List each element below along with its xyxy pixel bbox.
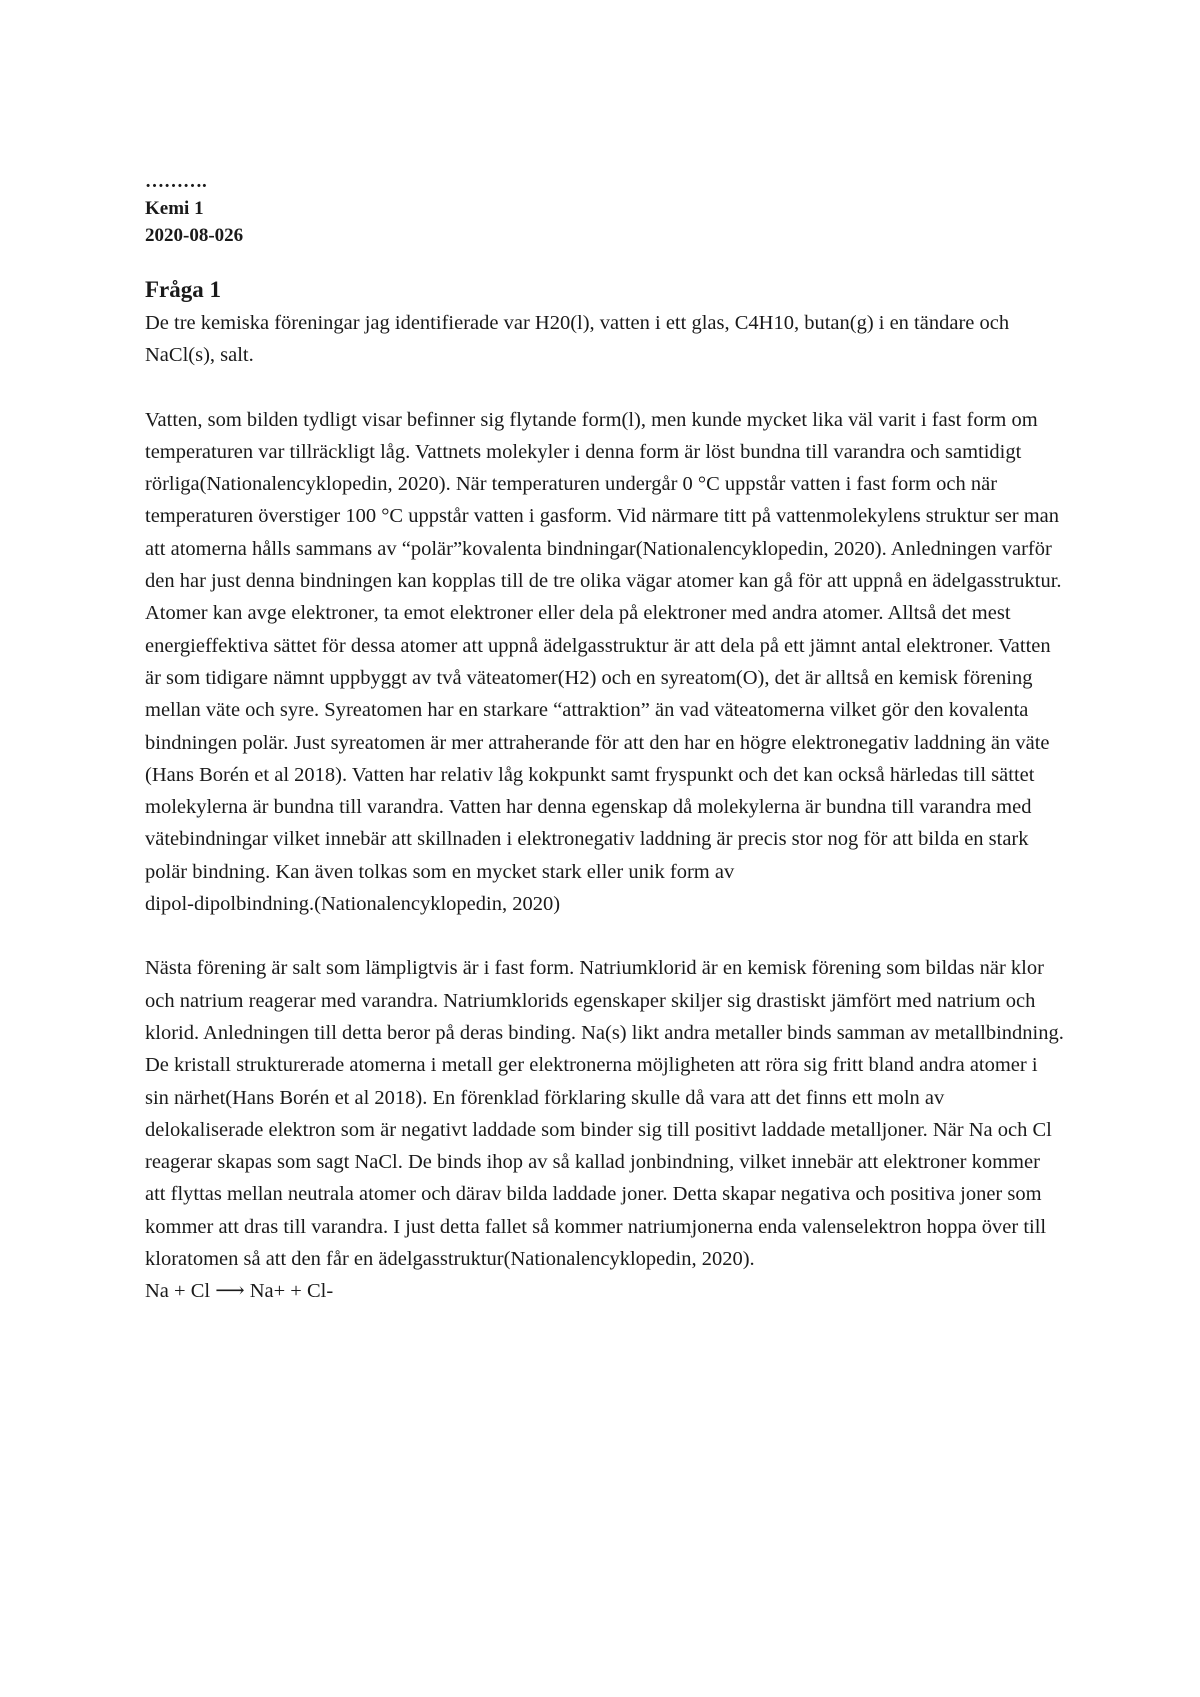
water-paragraph-text: Vatten, som bilden tydligt visar befinner sig flytande form(l), men kunde mycket lika väl varit i fast form om temperaturen var tillräckligt låg. Vattnets molekyler i denna form är löst bundna till varandra och samtidigt rörliga(Nationalencyklopedin, 2020). När temperaturen undergår 0 °C uppstår vatten i fast form och när temperaturen överstiger 100 °C uppstår vatten i gasform. Vid närmare titt på vattenmolekylens struktur ser man att atomerna hålls sammans av “polär”kovalenta bindningar(Nationalencyklopedin, 2020). Anledningen varför den har just denna bindningen kan kopplas till de tre olika vägar atomer kan gå för att uppnå en ädelgasstruktur. Atomer kan avge elektroner, ta emot elektroner eller dela på elektroner med andra atomer. Alltså det mest energieffektiva sättet för dessa atomer att uppnå ädelgasstruktur är att dela på ett jämnt antal elektroner. Vatten är som tidigare nämnt uppbyggt av två väteatomer(H2) och en syreatom(O), det är alltså en kemisk förening mellan väte och syre. Syreatomen har en starkare “attraktion” än vad väteatomerna vilket gör den kovalenta bindningen polär. Just syreatomen är mer attraherande för att den har en högre elektronegativ laddning än väte (Hans Borén et al 2018). Vatten har relativ låg kokpunkt samt fryspunkt och det kan också härledas till sättet molekylerna är bundna till varandra. Vatten har denna egenskap då molekylerna är bundna till varandra med vätebindningar vilket innebär att skillnaden i elektronegativ laddning är precis stor nog för att bilda en stark polär bindning. Kan även tolkas som en mycket stark eller unik form av [145, 408, 1062, 883]
document-body [145, 168, 1065, 1308]
course-name: Kemi 1 [145, 198, 204, 219]
student-name-placeholder: ………. [145, 171, 207, 192]
water-paragraph-citation: dipol-dipolbindning.(Nationalencyklopedin, 2020) [145, 893, 561, 916]
question-heading: Fråga 1 [145, 277, 222, 302]
document-date: 2020-08-026 [145, 225, 244, 246]
reaction-equation: Na + Cl ⟶ Na+ + Cl- [145, 1280, 334, 1303]
water-paragraph [145, 404, 1065, 921]
salt-paragraph: Nästa förening är salt som lämpligtvis är i fast form. Natriumklorid är en kemisk förening som bildas när klor och natrium reagerar med varandra. Natriumklorids egenskaper skiljer sig drastiskt jämfört med natrium och klorid. Anledningen till detta beror på deras binding. Na(s) likt andra metaller binds samman av metallbindning. De kristall strukturerade atomerna i metall ger elektronerna möjligheten att röra sig fritt bland andra atomer i sin närhet(Hans Borén et al 2018). En förenklad förklaring skulle då vara att det finns ett moln av delokaliserade elektron som är negativt laddade som binder sig till positivt laddade metalljoner. När Na och Cl reagerar skapas som sagt NaCl. De binds ihop av så kallad jonbindning, vilket innebär att elektroner kommer att flyttas mellan neutrala atomer och därav bilda laddade joner. Detta skapar negativa och positiva joner som kommer att dras till varandra. I just detta fallet så kommer natriumjonerna enda valenselektron hoppa över till kloratomen så att den får en ädelgasstruktur(Nationalencyklopedin, 2020). [145, 957, 1064, 1271]
intro-paragraph: De tre kemiska föreningar jag identifierade var H20(l), vatten i ett glas, C4H10, butan(g) i en tändare och NaCl(s), salt. [145, 312, 1010, 367]
